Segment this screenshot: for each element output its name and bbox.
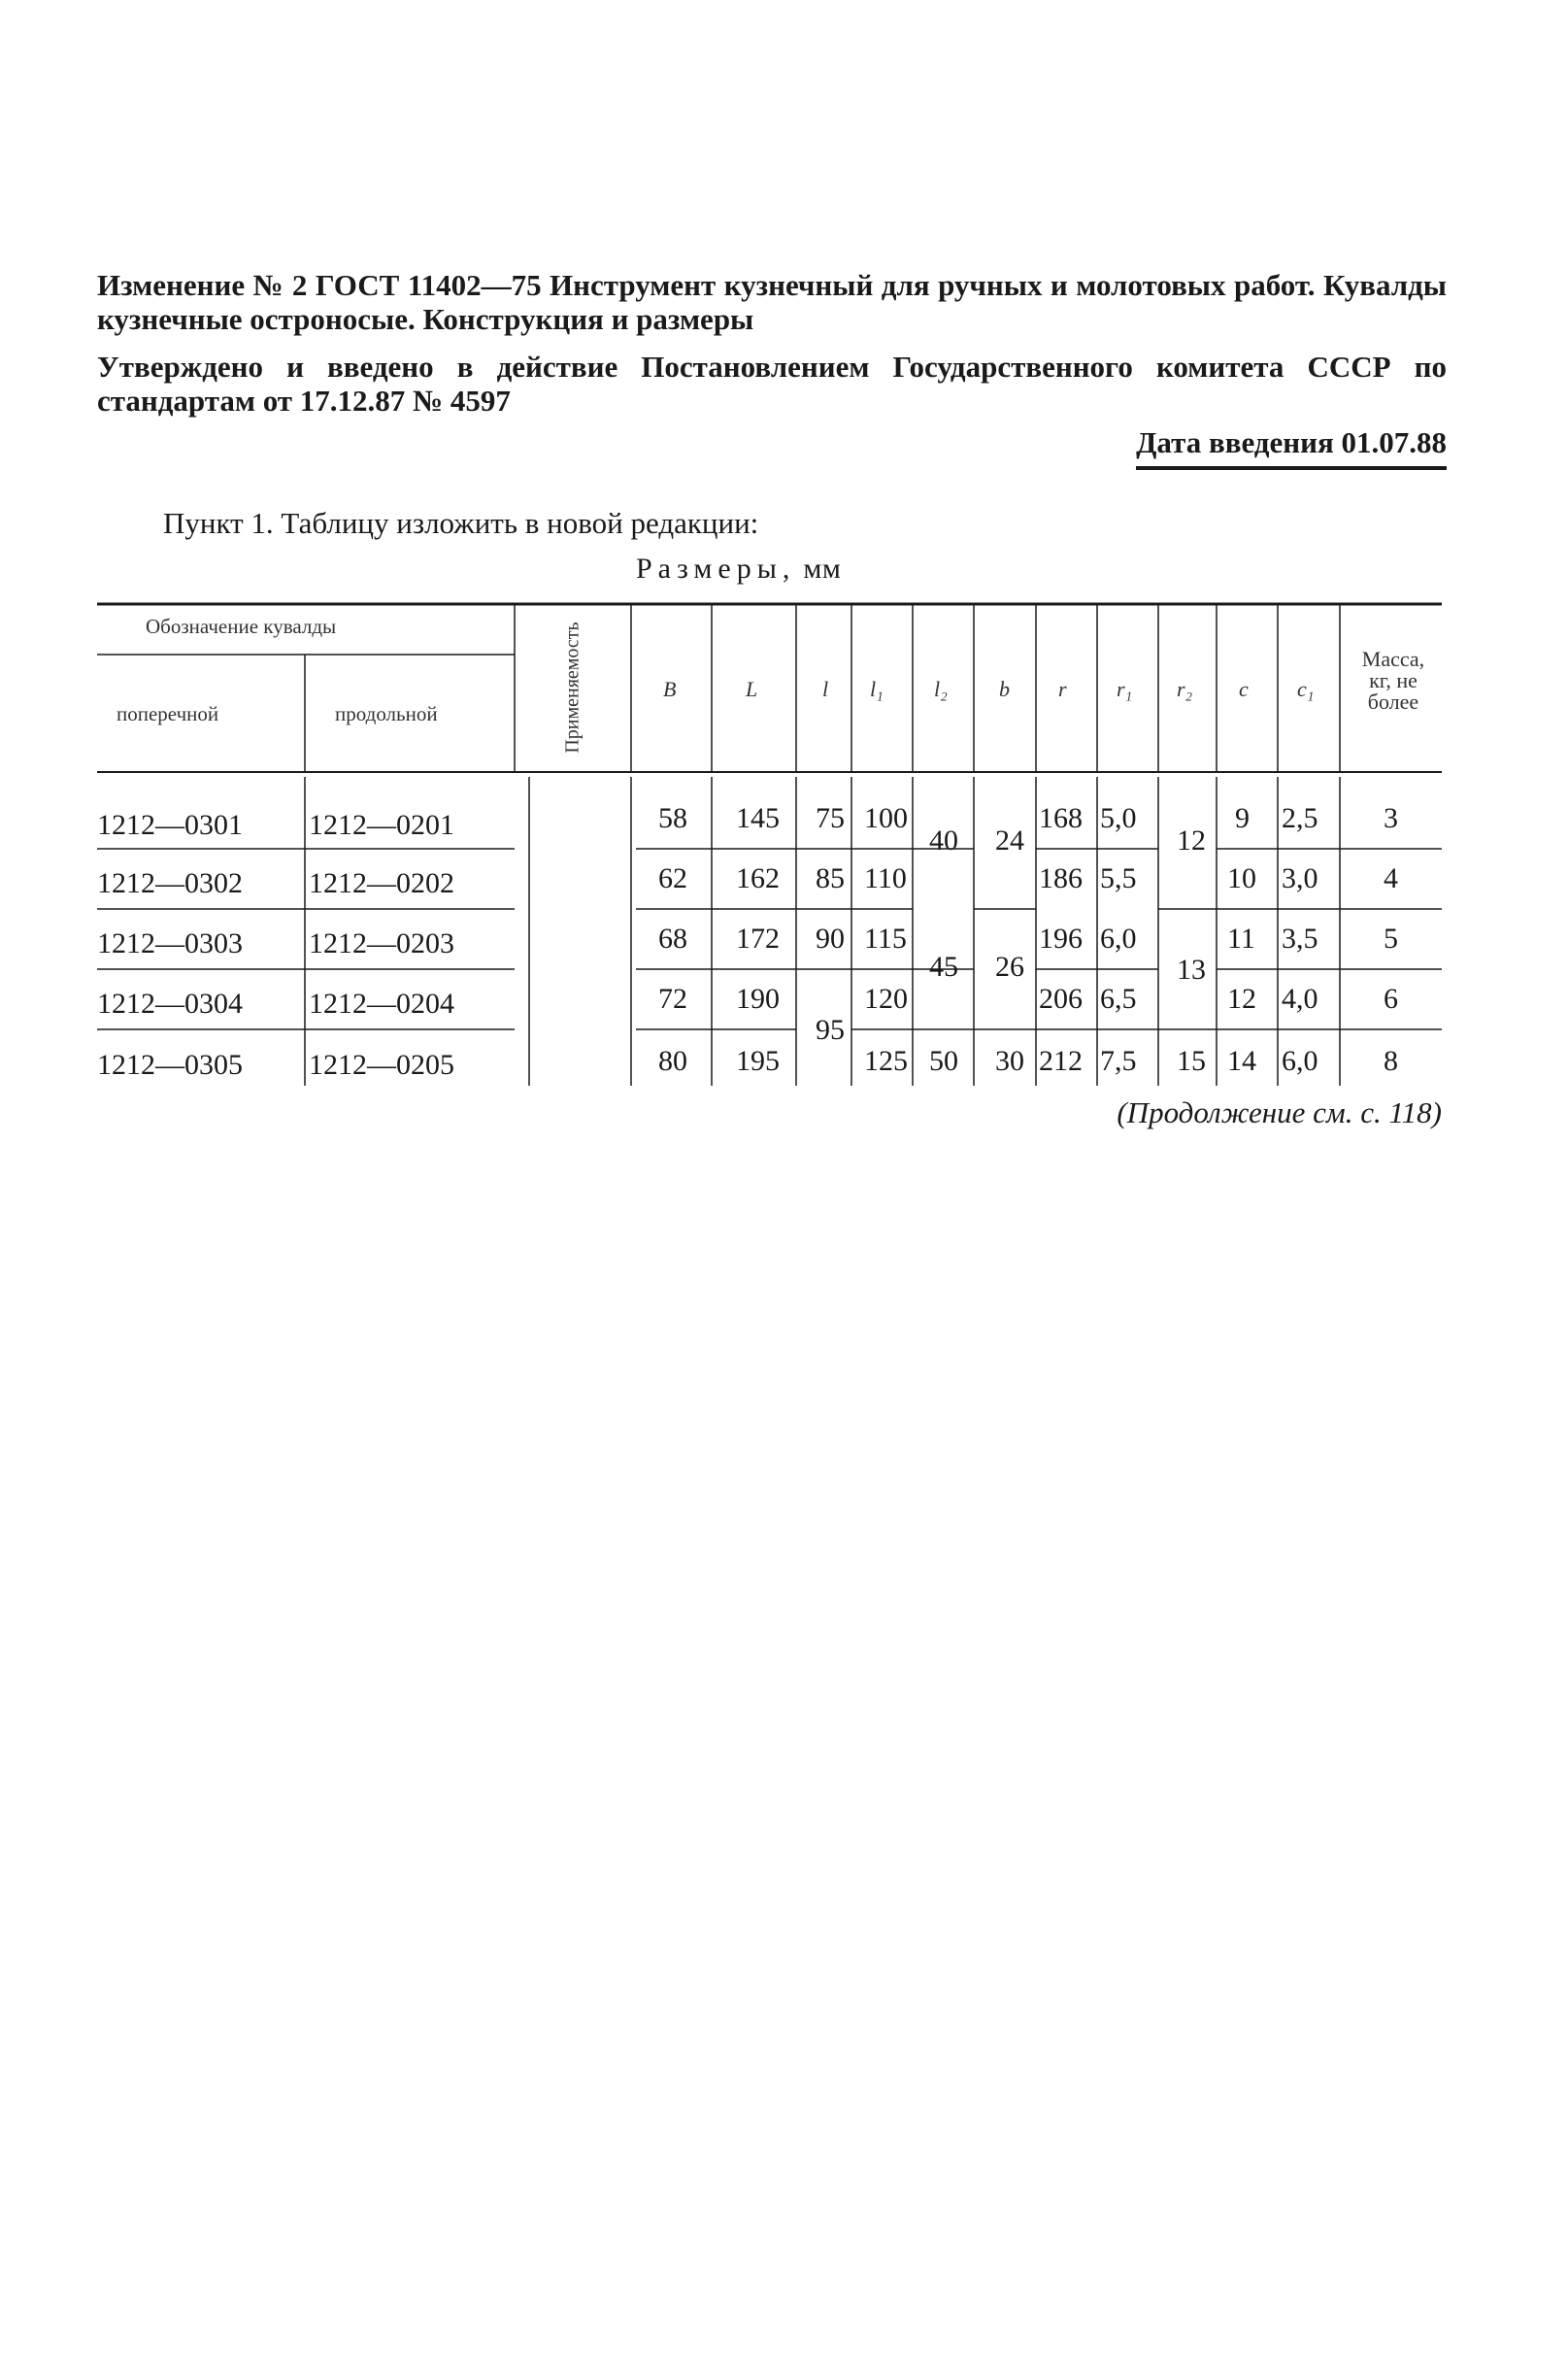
row5-r2: 15 bbox=[1177, 1045, 1206, 1077]
item-instruction: Пункт 1. Таблицу изложить в новой редакции: bbox=[163, 506, 759, 540]
approval-statement: Утверждено и введено в действие Постановлением Государственного комитета СССР по стандартам от 17.12.87 № 4597 bbox=[97, 350, 1447, 418]
row5-l2: 50 bbox=[929, 1045, 958, 1077]
col-header-longitudinal: продольной bbox=[335, 702, 438, 725]
row5-L: 195 bbox=[736, 1045, 780, 1077]
row5-B: 80 bbox=[658, 1045, 687, 1077]
row2-c1: 3,0 bbox=[1282, 862, 1318, 894]
col-header-transverse: поперечной bbox=[117, 702, 219, 725]
row5-b: 30 bbox=[995, 1045, 1024, 1077]
row1-l: 75 bbox=[816, 802, 845, 834]
table-caption-word: Размеры, bbox=[636, 553, 796, 585]
row2-mass: 4 bbox=[1384, 862, 1398, 894]
row2-transverse: 1212—0302 bbox=[97, 867, 243, 899]
table-caption-unit: мм bbox=[803, 553, 842, 585]
merged-r2-rows-1-2: 12 bbox=[1177, 824, 1206, 857]
row5-longitudinal: 1212—0205 bbox=[309, 1049, 454, 1081]
col-header-b: b bbox=[999, 677, 1010, 701]
row5-transverse: 1212—0305 bbox=[97, 1049, 243, 1081]
row4-c1: 4,0 bbox=[1282, 983, 1318, 1015]
row5-r1: 7,5 bbox=[1100, 1045, 1137, 1077]
merged-b-rows-1-2: 24 bbox=[995, 824, 1024, 857]
amendment-title: Изменение № 2 ГОСТ 11402—75 Инструмент кузнечный для ручных и молотовых работ. Кувалды кузнечные остроносые. Конструкция и размеры bbox=[97, 268, 1447, 336]
row1-c1: 2,5 bbox=[1282, 802, 1318, 834]
row4-L: 190 bbox=[736, 983, 780, 1015]
col-header-c: c bbox=[1239, 677, 1249, 701]
row3-mass: 5 bbox=[1384, 923, 1398, 955]
row4-B: 72 bbox=[658, 983, 687, 1015]
row5-l1: 125 bbox=[864, 1045, 908, 1077]
row2-l1: 110 bbox=[864, 862, 907, 894]
row3-transverse: 1212—0303 bbox=[97, 927, 243, 959]
row2-r1: 5,5 bbox=[1100, 862, 1137, 894]
introduction-date: Дата введения 01.07.88 bbox=[1136, 425, 1447, 470]
row4-c: 12 bbox=[1227, 983, 1256, 1015]
row2-longitudinal: 1212—0202 bbox=[309, 867, 454, 899]
row3-c: 11 bbox=[1227, 923, 1255, 955]
merged-r2-rows-3-4: 13 bbox=[1177, 954, 1206, 986]
row5-r: 212 bbox=[1039, 1045, 1083, 1077]
row3-r1: 6,0 bbox=[1100, 923, 1137, 955]
col-header-r2: r₂ bbox=[1177, 677, 1193, 701]
row3-longitudinal: 1212—0203 bbox=[309, 927, 454, 959]
row3-l: 90 bbox=[816, 923, 845, 955]
row3-l1: 115 bbox=[864, 923, 907, 955]
row1-L: 145 bbox=[736, 802, 780, 834]
continuation-note: (Продолжение см. с. 118) bbox=[1117, 1095, 1442, 1129]
row4-r1: 6,5 bbox=[1100, 983, 1137, 1015]
row4-mass: 6 bbox=[1384, 983, 1398, 1015]
col-header-L: L bbox=[746, 677, 758, 701]
row3-B: 68 bbox=[658, 923, 687, 955]
merged-l-rows-4-5: 95 bbox=[816, 1014, 845, 1046]
row1-r: 168 bbox=[1039, 802, 1083, 834]
row1-mass: 3 bbox=[1384, 802, 1398, 834]
col-header-applicability: Применяемость bbox=[561, 622, 584, 754]
merged-l2-rows-1-2: 40 bbox=[929, 824, 958, 857]
row1-r1: 5,0 bbox=[1100, 802, 1137, 834]
row3-r: 196 bbox=[1039, 923, 1083, 955]
row5-c1: 6,0 bbox=[1282, 1045, 1318, 1077]
row4-longitudinal: 1212—0204 bbox=[309, 988, 454, 1020]
row2-r: 186 bbox=[1039, 862, 1083, 894]
row1-l1: 100 bbox=[864, 802, 908, 834]
group-header-designation: Обозначение кувалды bbox=[146, 615, 337, 638]
merged-b-rows-3-4: 26 bbox=[995, 951, 1024, 983]
row5-mass: 8 bbox=[1384, 1045, 1398, 1077]
row2-L: 162 bbox=[736, 862, 780, 894]
col-header-c1: c₁ bbox=[1297, 677, 1315, 701]
col-header-l1: l₁ bbox=[870, 677, 884, 701]
row3-L: 172 bbox=[736, 923, 780, 955]
row2-c: 10 bbox=[1227, 862, 1256, 894]
row2-B: 62 bbox=[658, 862, 687, 894]
col-header-B: B bbox=[663, 677, 677, 701]
col-header-l: l bbox=[822, 677, 829, 701]
row4-r: 206 bbox=[1039, 983, 1083, 1015]
row4-transverse: 1212—0304 bbox=[97, 988, 243, 1020]
col-header-r: r bbox=[1058, 677, 1067, 701]
col-header-mass: Масса, кг, не более bbox=[1361, 647, 1425, 714]
row1-B: 58 bbox=[658, 802, 687, 834]
row4-l1: 120 bbox=[864, 983, 908, 1015]
merged-l2-rows-3-4: 45 bbox=[929, 951, 958, 983]
row3-c1: 3,5 bbox=[1282, 923, 1318, 955]
row1-transverse: 1212—0301 bbox=[97, 809, 243, 841]
row1-longitudinal: 1212—0201 bbox=[309, 809, 454, 841]
col-header-r1: r₁ bbox=[1117, 677, 1133, 701]
row2-l: 85 bbox=[816, 862, 845, 894]
row5-c: 14 bbox=[1227, 1045, 1256, 1077]
col-header-l2: l₂ bbox=[934, 677, 948, 701]
row1-c: 9 bbox=[1235, 802, 1250, 834]
